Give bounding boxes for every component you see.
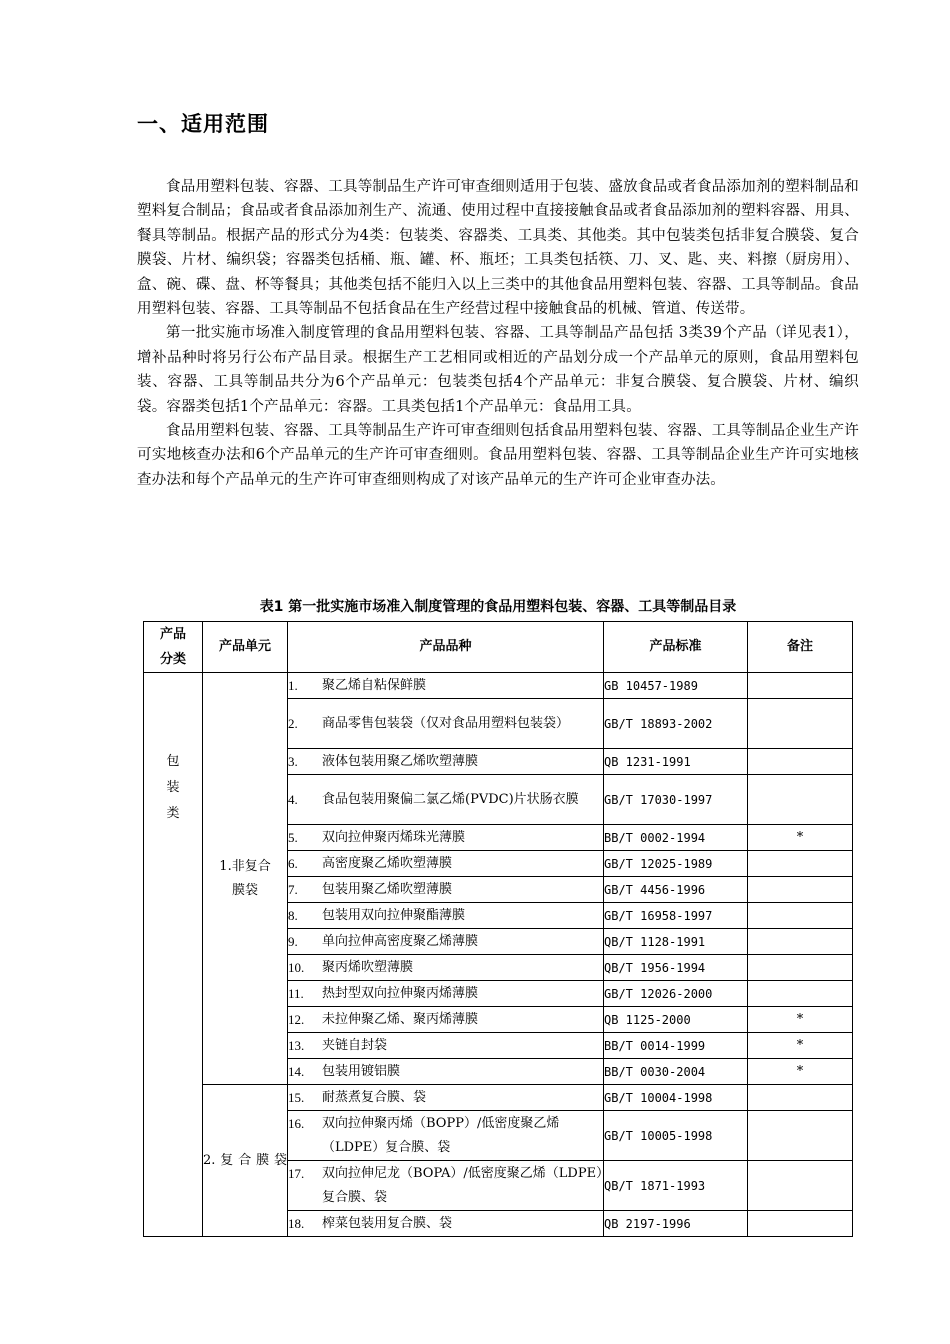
variety-name: 榨菜包装用复合膜、袋 bbox=[322, 1215, 453, 1231]
standard-cell: GB/T 12026-2000 bbox=[604, 981, 748, 1007]
standard-cell: QB 2197-1996 bbox=[604, 1211, 748, 1237]
note-cell bbox=[748, 955, 853, 981]
row-number: 16. bbox=[288, 1115, 305, 1131]
variety-cell bbox=[288, 1111, 604, 1161]
row-number: 9. bbox=[288, 933, 298, 949]
header-category: 产品分类 bbox=[144, 622, 203, 673]
note-cell bbox=[748, 1161, 853, 1211]
row-number: 13. bbox=[288, 1037, 305, 1053]
note-cell bbox=[748, 903, 853, 929]
row-number: 8. bbox=[288, 907, 298, 923]
unit-cell-1 bbox=[203, 673, 288, 1085]
row-number: 10. bbox=[288, 959, 305, 975]
note-cell bbox=[748, 775, 853, 825]
variety-name: 未拉伸聚乙烯、聚丙烯薄膜 bbox=[322, 1011, 479, 1027]
row-number: 18. bbox=[288, 1215, 305, 1231]
unit-cell-2 bbox=[203, 1085, 288, 1237]
paragraph-first-batch: 第一批实施市场准入制度管理的食品用塑料包装、容器、工具等制品产品包括 3类39个产品（详见表1），增补品种时将另行公布产品目录。根据生产工艺相同或相近的产品划分成一个产品单元的原则，食品用塑料包装、容器、工具等制品共分为6个产品单元：包装类包括4个产品单元：非复合膜袋、复合膜袋、片材、编织袋。容器类包括1个产品单元：容器。工具类包括1个产品单元：食品用工具。 bbox=[137, 325, 859, 415]
standard-cell: QB 1231-1991 bbox=[604, 749, 748, 775]
row-number: 4. bbox=[288, 791, 298, 807]
variety-cell bbox=[288, 903, 604, 929]
standard-cell: GB/T 10004-1998 bbox=[604, 1085, 748, 1111]
standard-cell: GB/T 12025-1989 bbox=[604, 851, 748, 877]
standard-cell: QB/T 1956-1994 bbox=[604, 955, 748, 981]
category-label: 包装类 bbox=[166, 754, 180, 821]
variety-cell bbox=[288, 1007, 604, 1033]
variety-name: 夹链自封袋 bbox=[322, 1037, 388, 1053]
unit-label-1: 1.非复合膜袋 bbox=[219, 858, 271, 898]
header-variety: 产品品种 bbox=[288, 622, 604, 673]
table-row bbox=[144, 673, 853, 699]
standard-cell: QB/T 1871-1993 bbox=[604, 1161, 748, 1211]
variety-cell bbox=[288, 955, 604, 981]
variety-name: 双向拉伸聚丙烯珠光薄膜 bbox=[322, 829, 466, 845]
variety-name: 聚乙烯自粘保鲜膜 bbox=[322, 677, 427, 693]
variety-name: 聚丙烯吹塑薄膜 bbox=[322, 959, 414, 975]
row-number: 15. bbox=[288, 1089, 305, 1105]
variety-name: 包装用镀铝膜 bbox=[322, 1063, 401, 1079]
header-standard: 产品标准 bbox=[604, 622, 748, 673]
header-note: 备注 bbox=[748, 622, 853, 673]
row-number: 7. bbox=[288, 881, 298, 897]
note-cell: * bbox=[748, 1033, 853, 1059]
row-number: 6. bbox=[288, 855, 298, 871]
note-cell bbox=[748, 1085, 853, 1111]
variety-cell bbox=[288, 1033, 604, 1059]
variety-cell bbox=[288, 749, 604, 775]
body-text bbox=[137, 175, 859, 492]
note-cell: * bbox=[748, 1007, 853, 1033]
variety-cell bbox=[288, 775, 604, 825]
row-number: 14. bbox=[288, 1063, 305, 1079]
section-title: 一、适用范围 bbox=[137, 112, 269, 136]
standard-cell: BB/T 0002-1994 bbox=[604, 825, 748, 851]
table-header-row bbox=[144, 622, 853, 673]
variety-cell bbox=[288, 877, 604, 903]
note-cell bbox=[748, 673, 853, 699]
standard-cell: QB/T 1128-1991 bbox=[604, 929, 748, 955]
note-cell bbox=[748, 851, 853, 877]
note-cell: * bbox=[748, 1059, 853, 1085]
paragraph-rules: 食品用塑料包装、容器、工具等制品生产许可审查细则包括食品用塑料包装、容器、工具等制品企业生产许可实地核查办法和6个产品单元的生产许可审查细则。食品用塑料包装、容器、工具等制品企业生产许可实地核查办法和每个产品单元的生产许可审查细则构成了对该产品单元的生产许可企业审查办法。 bbox=[137, 423, 859, 488]
variety-name: 液体包装用聚乙烯吹塑薄膜 bbox=[322, 753, 479, 769]
variety-name: 单向拉伸高密度聚乙烯薄膜 bbox=[322, 933, 479, 949]
variety-cell bbox=[288, 673, 604, 699]
standard-cell: BB/T 0014-1999 bbox=[604, 1033, 748, 1059]
row-number: 11. bbox=[288, 985, 304, 1001]
note-cell bbox=[748, 1111, 853, 1161]
variety-name: 包装用双向拉伸聚酯薄膜 bbox=[322, 907, 466, 923]
note-cell bbox=[748, 699, 853, 749]
row-number: 2. bbox=[288, 715, 298, 731]
variety-name: 包装用聚乙烯吹塑薄膜 bbox=[322, 881, 453, 897]
variety-cell bbox=[288, 825, 604, 851]
variety-name: 耐蒸煮复合膜、袋 bbox=[322, 1089, 427, 1105]
note-cell bbox=[748, 929, 853, 955]
standard-cell: GB/T 17030-1997 bbox=[604, 775, 748, 825]
variety-cell bbox=[288, 1059, 604, 1085]
note-cell bbox=[748, 1211, 853, 1237]
variety-name: 高密度聚乙烯吹塑薄膜 bbox=[322, 855, 453, 871]
standard-cell: GB/T 10005-1998 bbox=[604, 1111, 748, 1161]
variety-name: 商品零售包装袋（仅对食品用塑料包装袋） bbox=[322, 715, 570, 731]
variety-cell bbox=[288, 1161, 604, 1211]
row-number: 3. bbox=[288, 753, 298, 769]
variety-cell bbox=[288, 699, 604, 749]
note-cell bbox=[748, 981, 853, 1007]
variety-cell bbox=[288, 851, 604, 877]
row-number: 17. bbox=[288, 1165, 305, 1181]
variety-cell bbox=[288, 1085, 604, 1111]
variety-cell bbox=[288, 981, 604, 1007]
table-row bbox=[144, 1085, 853, 1111]
table-caption: 表1 第一批实施市场准入制度管理的食品用塑料包装、容器、工具等制品目录 bbox=[259, 599, 737, 615]
variety-name: 食品包装用聚偏二氯乙烯(PVDC)片状肠衣膜 bbox=[322, 791, 579, 807]
variety-name: 双向拉伸聚丙烯（BOPP）/低密度聚乙烯（LDPE）复合膜、袋 bbox=[322, 1115, 560, 1155]
note-cell bbox=[748, 877, 853, 903]
standard-cell: GB/T 16958-1997 bbox=[604, 903, 748, 929]
variety-cell bbox=[288, 1211, 604, 1237]
standard-cell: BB/T 0030-2004 bbox=[604, 1059, 748, 1085]
variety-cell bbox=[288, 929, 604, 955]
note-cell bbox=[748, 749, 853, 775]
unit-label-2: 2.复合膜袋 bbox=[203, 1152, 287, 1168]
standard-cell: GB/T 4456-1996 bbox=[604, 877, 748, 903]
note-cell: * bbox=[748, 825, 853, 851]
row-number: 12. bbox=[288, 1011, 305, 1027]
standard-cell: QB 1125-2000 bbox=[604, 1007, 748, 1033]
standard-cell: GB/T 18893-2002 bbox=[604, 699, 748, 749]
variety-name: 双向拉伸尼龙（BOPA）/低密度聚乙烯（LDPE）复合膜、袋 bbox=[322, 1165, 603, 1205]
standard-cell: GB 10457-1989 bbox=[604, 673, 748, 699]
row-number: 5. bbox=[288, 829, 298, 845]
paragraph-scope: 食品用塑料包装、容器、工具等制品生产许可审查细则适用于包装、盛放食品或者食品添加剂的塑料制品和塑料复合制品；食品或者食品添加剂生产、流通、使用过程中直接接触食品或者食品添加剂的塑料容器、用具、餐具等制品。根据产品的形式分为4类：包装类、容器类、工具类、其他类。其中包装类包括非复合膜袋、复合膜袋、片材、编织袋；容器类包括桶、瓶、罐、杯、瓶坯；工具类包括筷、刀、叉、匙、夹、料擦（厨房用）、盒、碗、碟、盘、杯等餐具；其他类包括不能归入以上三类中的其他食品用塑料包装、容器、工具等制品。食品用塑料包装、容器、工具等制品不包括食品在生产经营过程中接触食品的机械、管道、传送带。 bbox=[137, 179, 859, 318]
variety-name: 热封型双向拉伸聚丙烯薄膜 bbox=[322, 985, 479, 1001]
category-cell bbox=[144, 673, 203, 1237]
row-number: 1. bbox=[288, 677, 298, 693]
header-unit: 产品单元 bbox=[203, 622, 288, 673]
product-catalog-table bbox=[143, 621, 853, 1237]
